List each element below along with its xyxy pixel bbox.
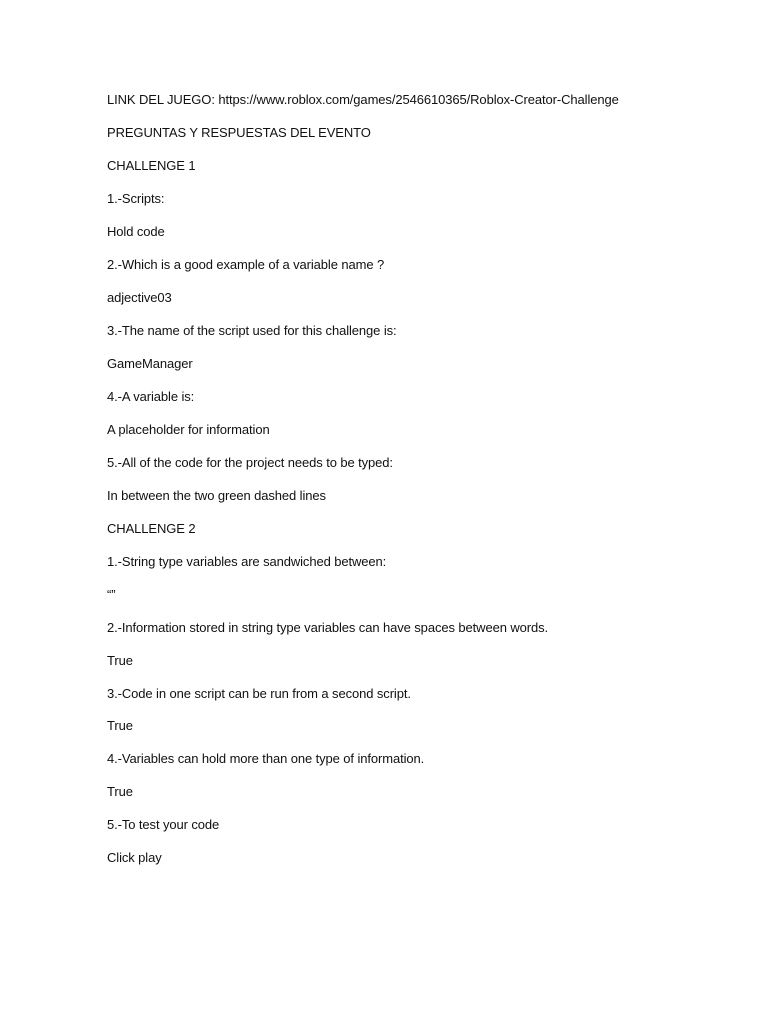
challenge-1-answer-4: A placeholder for information xyxy=(107,422,270,437)
challenge-1-answer-3: GameManager xyxy=(107,356,193,371)
challenge-2-answer-5: Click play xyxy=(107,850,162,865)
challenge-1-question-2: 2.-Which is a good example of a variable name ? xyxy=(107,257,385,272)
challenge-1-question-5: 5.-All of the code for the project needs to be typed: xyxy=(107,455,393,470)
challenge-2-question-1: 1.-String type variables are sandwiched between: xyxy=(107,554,387,569)
game-link-line: LINK DEL JUEGO: https://www.roblox.com/games/2546610365/Roblox-Creator-Challenge xyxy=(107,92,619,107)
challenge-1-answer-1: Hold code xyxy=(107,224,165,239)
challenge-1-question-1: 1.-Scripts: xyxy=(107,191,165,206)
challenge-2-question-3: 3.-Code in one script can be run from a second script. xyxy=(107,686,411,701)
challenge-1-question-3: 3.-The name of the script used for this challenge is: xyxy=(107,323,397,338)
challenge-2-question-2: 2.-Information stored in string type variables can have spaces between words. xyxy=(107,620,549,635)
document-heading: PREGUNTAS Y RESPUESTAS DEL EVENTO xyxy=(107,125,371,140)
challenge-2-answer-3: True xyxy=(107,718,133,733)
challenge-2-title: CHALLENGE 2 xyxy=(107,521,196,536)
challenge-1-answer-2: adjective03 xyxy=(107,290,172,305)
challenge-1-title: CHALLENGE 1 xyxy=(107,158,196,173)
challenge-2-question-5: 5.-To test your code xyxy=(107,817,220,832)
challenge-1-question-4: 4.-A variable is: xyxy=(107,389,195,404)
challenge-2-answer-2: True xyxy=(107,653,133,668)
challenge-2-question-4: 4.-Variables can hold more than one type of information. xyxy=(107,751,425,766)
challenge-1-answer-5: In between the two green dashed lines xyxy=(107,488,326,503)
challenge-2-answer-4: True xyxy=(107,784,133,799)
challenge-2-answer-1: “” xyxy=(107,587,116,602)
